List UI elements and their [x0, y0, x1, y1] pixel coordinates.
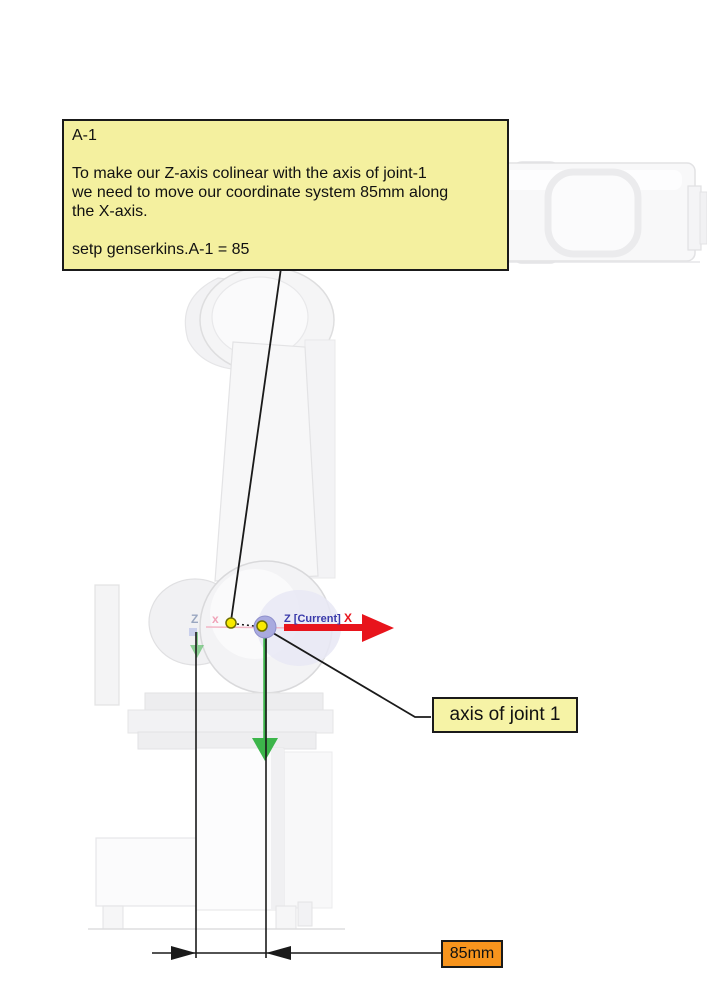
note-body-line: the X-axis.: [72, 203, 148, 220]
old-frame-z-label: Z: [191, 612, 199, 626]
new-origin-dot: [257, 621, 267, 631]
note-command: setp genserkins.A-1 = 85: [72, 241, 250, 258]
note-box: [62, 119, 509, 271]
note-body-line: we need to move our coordinate system 85mm along: [72, 184, 449, 201]
note-title: A-1: [72, 127, 97, 144]
current-frame-x-label: X: [344, 611, 353, 625]
note-spacer: [72, 221, 499, 240]
axis-of-joint-callout: [432, 697, 578, 733]
axis-of-joint-text: axis of joint 1: [449, 704, 561, 725]
dimension-85mm-label: [441, 940, 503, 968]
note-spacer: [72, 145, 499, 164]
old-origin-dot: [226, 618, 236, 628]
robot-forearm: [483, 162, 707, 263]
dimension-text: 85mm: [449, 945, 495, 962]
robot-arm-illustration: [88, 162, 707, 929]
note-body-line: To make our Z-axis colinear with the axis of joint-1: [72, 165, 427, 182]
robot-upper-arm: [215, 340, 335, 581]
current-frame-z-label: Z [Current]: [284, 613, 341, 625]
old-frame-x-label: x: [212, 612, 219, 626]
